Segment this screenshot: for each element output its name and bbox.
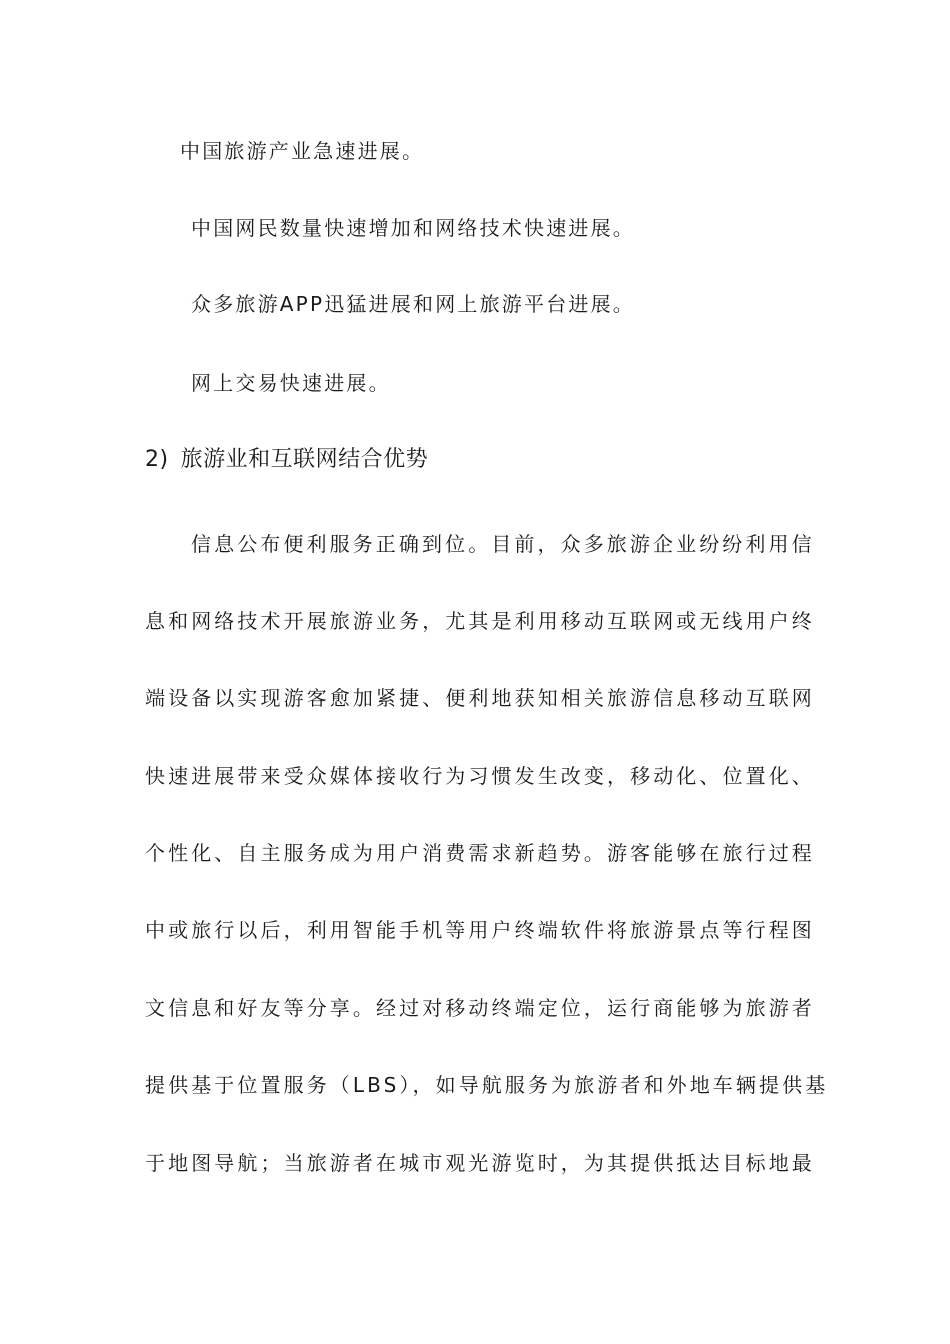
paragraph-line: 中或旅行以后，利用智能手机等用户终端软件将旅游景点等行程图: [145, 918, 815, 942]
section-number: 2): [145, 447, 169, 472]
list-item: 众多旅游APP迅猛进展和网上旅游平台进展。: [191, 292, 636, 316]
section-heading: [145, 445, 428, 475]
paragraph-line: 个性化、自主服务成为用户消费需求新趋势。游客能够在旅行过程: [145, 841, 815, 865]
paragraph-line: 提供基于位置服务（LBS），如导航服务为旅游者和外地车辆提供基: [145, 1073, 829, 1097]
list-item: 中国旅游产业急速进展。: [180, 139, 425, 163]
paragraph-line: 快速进展带来受众媒体接收行为习惯发生改变，移动化、位置化、: [145, 764, 815, 788]
list-item: 网上交易快速进展。: [191, 371, 391, 395]
section-title: 旅游业和互联网结合优势: [180, 447, 429, 472]
paragraph-line: 于地图导航；当旅游者在城市观光游览时，为其提供抵达目标地最: [145, 1151, 815, 1175]
paragraph-line: 息和网络技术开展旅游业务，尤其是利用移动互联网或无线用户终: [145, 609, 815, 633]
paragraph-line: 端设备以实现游客愈加紧捷、便利地获知相关旅游信息移动互联网: [145, 686, 815, 710]
list-item: 中国网民数量快速增加和网络技术快速进展。: [191, 216, 635, 240]
paragraph-line: 文信息和好友等分享。经过对移动终端定位，运行商能够为旅游者: [145, 996, 815, 1020]
paragraph-line: 信息公布便利服务正确到位。目前，众多旅游企业纷纷利用信: [191, 532, 815, 556]
